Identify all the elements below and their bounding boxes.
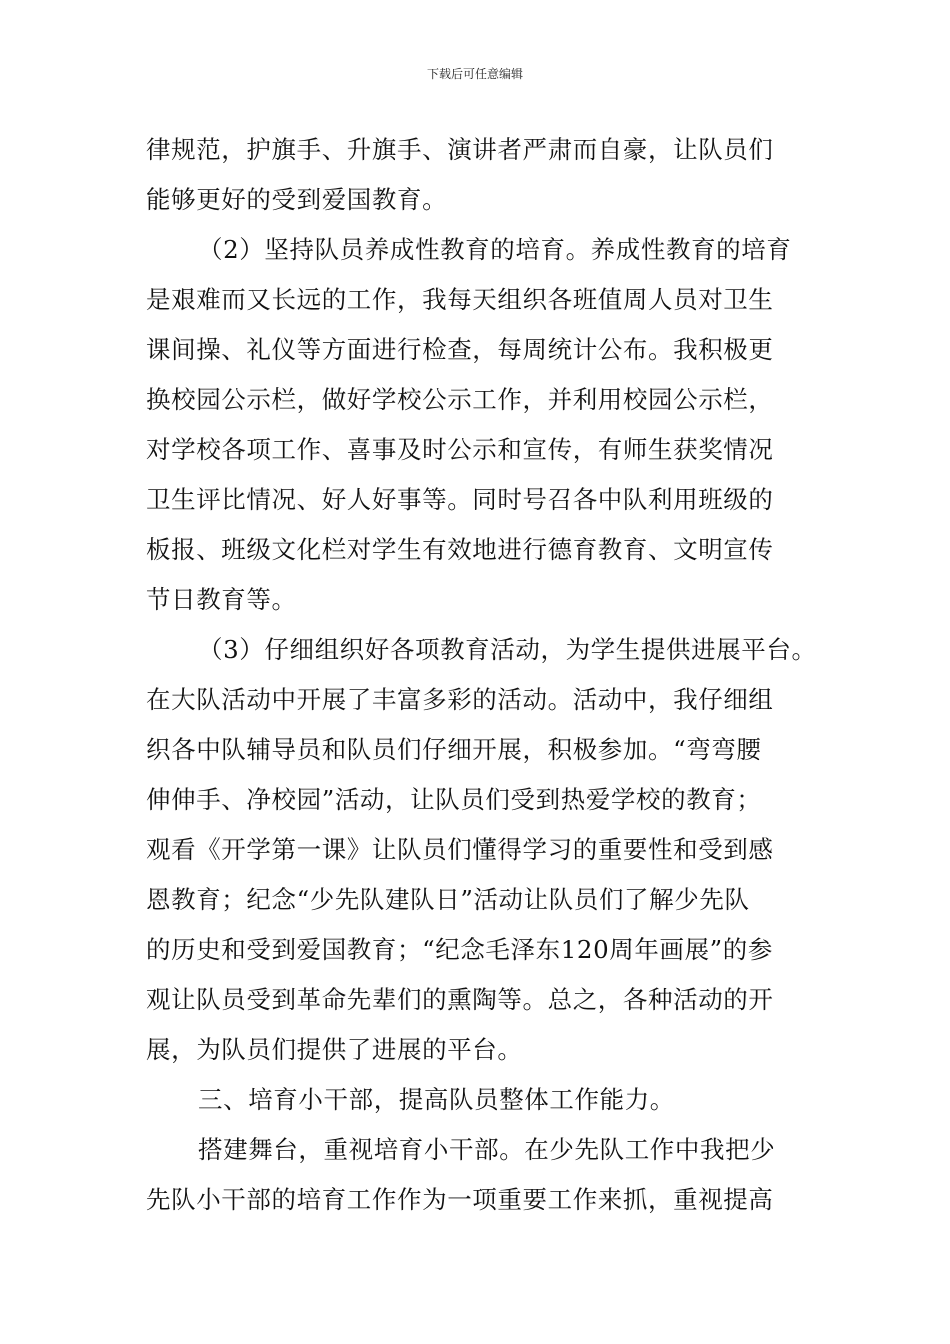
text-line: 律规范，护旗手、升旗手、演讲者严肃而自豪，让队员们 — [146, 135, 774, 164]
section-heading: 三、培育小干部，提高队员整体工作能力。 — [198, 1085, 675, 1114]
text-line: （2）坚持队员养成性教育的培育。养成性教育的培育 — [198, 235, 792, 264]
text-line: 板报、班级文化栏对学生有效地进行德育教育、文明宣传 — [146, 535, 774, 564]
text-line: 观看《开学第一课》让队员们懂得学习的重要性和受到感 — [146, 835, 774, 864]
text-line: （3）仔细组织好各项教育活动，为学生提供进展平台。 — [198, 635, 817, 664]
text-line: 能够更好的受到爱国教育。 — [146, 185, 448, 214]
text-line: 伸伸手、净校园”活动，让队员们受到热爱学校的教育； — [146, 785, 762, 814]
page-header-note: 下载后可任意编辑 — [426, 67, 523, 81]
text-line: 卫生评比情况、好人好事等。同时号召各中队利用班级的 — [146, 485, 774, 514]
text-line: 观让队员受到革命先辈们的熏陶等。总之，各种活动的开 — [146, 985, 774, 1014]
text-line: 换校园公示栏，做好学校公示工作，并利用校园公示栏， — [146, 385, 774, 414]
text-line: 是艰难而又长远的工作，我每天组织各班值周人员对卫生 — [146, 285, 774, 314]
text-line: 课间操、礼仪等方面进行检查，每周统计公布。我积极更 — [146, 335, 774, 364]
text-line: 对学校各项工作、喜事及时公示和宣传，有师生获奖情况 — [146, 435, 774, 464]
text-line: 展，为队员们提供了进展的平台。 — [146, 1035, 523, 1064]
text-line: 在大队活动中开展了丰富多彩的活动。活动中，我仔细组 — [146, 685, 774, 714]
text-line: 织各中队辅导员和队员们仔细开展，积极参加。“弯弯腰 — [146, 735, 762, 764]
text-line: 的历史和受到爱国教育；“纪念毛泽东120周年画展”的参 — [146, 935, 774, 964]
text-line: 搭建舞台，重视培育小干部。在少先队工作中我把少 — [198, 1135, 776, 1164]
text-line: 恩教育；纪念“少先队建队日”活动让队员们了解少先队 — [146, 885, 750, 914]
text-line: 节日教育等。 — [146, 585, 297, 614]
text-line: 先队小干部的培育工作作为一项重要工作来抓，重视提高 — [146, 1185, 774, 1214]
